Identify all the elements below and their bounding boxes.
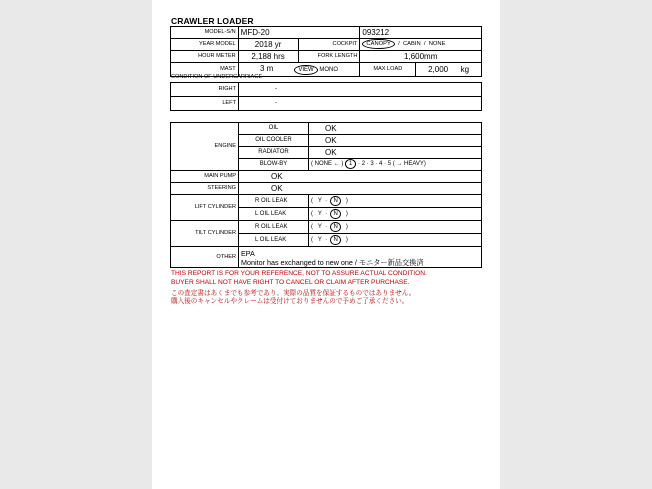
cockpit-label: COCKPIT bbox=[298, 39, 360, 51]
maxload-cell bbox=[416, 63, 482, 77]
lift-label: LIFT CYLINDER bbox=[171, 195, 239, 221]
maxload-unit: kg bbox=[460, 65, 470, 74]
fork-label: FORK LENGTH bbox=[298, 51, 360, 63]
undercarriage-table bbox=[170, 82, 482, 111]
blowby-selected: 1 bbox=[345, 159, 356, 169]
engine-oil-row bbox=[171, 123, 482, 135]
left-label: LEFT bbox=[171, 97, 239, 111]
model-row bbox=[171, 27, 482, 39]
other-line-1: EPA bbox=[241, 248, 255, 258]
undercarriage-heading: CONDITION OF UNDERCARRIAGE bbox=[171, 74, 263, 80]
inspection-table bbox=[170, 122, 482, 268]
tilt-l-no: N bbox=[330, 235, 340, 245]
lift-r-yes: Y bbox=[317, 197, 322, 204]
oilcooler-value: OK bbox=[309, 135, 482, 147]
disclaimer-line-3: この査定書はあくまでも参考であり、実際の品質を保証するものではありません。 bbox=[171, 290, 416, 297]
tilt-l-label: L OIL LEAK bbox=[239, 234, 309, 247]
lift-r-choice: ( Y · N ) bbox=[309, 195, 482, 208]
lift-l-yes: Y bbox=[317, 210, 322, 217]
tilt-r-row bbox=[171, 221, 482, 234]
other-notes bbox=[239, 247, 482, 268]
year-value: 2018 yr bbox=[238, 39, 298, 51]
radiator-label: RADIATOR bbox=[239, 147, 309, 159]
mast-label: MAST bbox=[171, 63, 239, 77]
hour-label: HOUR METER bbox=[171, 51, 239, 63]
disclaimer-line-4: 購入後のキャンセルやクレームは受付けておりませんので予めご了承ください。 bbox=[171, 298, 409, 305]
lift-r-row bbox=[171, 195, 482, 208]
other-row bbox=[171, 247, 482, 268]
steering-label: STEERING bbox=[171, 183, 239, 195]
tilt-label: TILT CYLINDER bbox=[171, 221, 239, 247]
blowby-rest: · 2 · 3 · 4 · 5 ( → HEAVY) bbox=[358, 161, 426, 167]
engine-label: ENGINE bbox=[171, 123, 239, 171]
blowby-prefix: ( NONE ← ) bbox=[311, 161, 344, 167]
blowby-label: BLOW-BY bbox=[239, 159, 309, 171]
tilt-r-no: N bbox=[330, 222, 340, 232]
mast-option-mono: MONO bbox=[319, 67, 339, 73]
maxload-label: MAX LOAD bbox=[360, 63, 416, 77]
cockpit-option-selected: CANOPY bbox=[362, 39, 394, 49]
oil-value: OK bbox=[309, 123, 482, 135]
tilt-r-label: R OIL LEAK bbox=[239, 221, 309, 234]
other-label: OTHER bbox=[171, 247, 239, 268]
other-line-2: Monitor has exchanged to new one / モニター新品交換済 bbox=[241, 257, 424, 267]
mainpump-value: OK bbox=[239, 171, 482, 183]
disclaimer-line-2: BUYER SHALL NOT HAVE RIGHT TO CANCEL OR CLAIM AFTER PURCHASE. bbox=[171, 279, 410, 286]
disclaimer-line-1: THIS REPORT IS FOR YOUR REFERENCE, NOT TO ASSURE ACTUAL CONDITION. bbox=[171, 270, 427, 277]
fork-value: 1,600mm bbox=[360, 51, 482, 63]
spec-table bbox=[170, 26, 482, 77]
left-value: - bbox=[239, 97, 482, 111]
oil-label: OIL bbox=[239, 123, 309, 135]
lift-l-choice: ( Y · N ) bbox=[309, 208, 482, 221]
hour-row bbox=[171, 51, 482, 63]
steering-row bbox=[171, 183, 482, 195]
radiator-value: OK bbox=[309, 147, 482, 159]
oilcooler-label: OIL COOLER bbox=[239, 135, 309, 147]
cockpit-options: CANOPY / CABIN / NONE bbox=[360, 39, 482, 51]
year-label: YEAR MODEL bbox=[171, 39, 239, 51]
model-value: MFD-20 bbox=[238, 27, 360, 39]
tilt-l-choice: ( Y · N ) bbox=[309, 234, 482, 247]
cockpit-option-cabin: CABIN bbox=[402, 41, 421, 47]
maxload-value: 2,000 bbox=[428, 65, 449, 74]
mainpump-label: MAIN PUMP bbox=[171, 171, 239, 183]
undercarriage-right-row bbox=[171, 83, 482, 97]
right-label: RIGHT bbox=[171, 83, 239, 97]
model-label: MODEL-S/N bbox=[171, 27, 239, 39]
mast-option-selected: VIEW bbox=[294, 65, 317, 75]
lift-l-no: N bbox=[330, 209, 340, 219]
year-row bbox=[171, 39, 482, 51]
tilt-r-choice: ( Y · N ) bbox=[309, 221, 482, 234]
tilt-l-yes: Y bbox=[317, 236, 322, 243]
page-title: CRAWLER LOADER bbox=[171, 16, 254, 26]
mainpump-row bbox=[171, 171, 482, 183]
steering-value: OK bbox=[239, 183, 482, 195]
right-value: - bbox=[239, 83, 482, 97]
hour-value: 2,188 hrs bbox=[238, 51, 298, 63]
mast-value: 3 m bbox=[260, 64, 274, 73]
lift-l-label: L OIL LEAK bbox=[239, 208, 309, 221]
tilt-r-yes: Y bbox=[317, 223, 322, 230]
blowby-scale bbox=[309, 159, 482, 171]
cockpit-option-none: NONE bbox=[428, 41, 446, 47]
lift-r-label: R OIL LEAK bbox=[239, 195, 309, 208]
lift-r-no: N bbox=[330, 196, 340, 206]
undercarriage-left-row bbox=[171, 97, 482, 111]
serial-value: 093212 bbox=[360, 27, 482, 39]
